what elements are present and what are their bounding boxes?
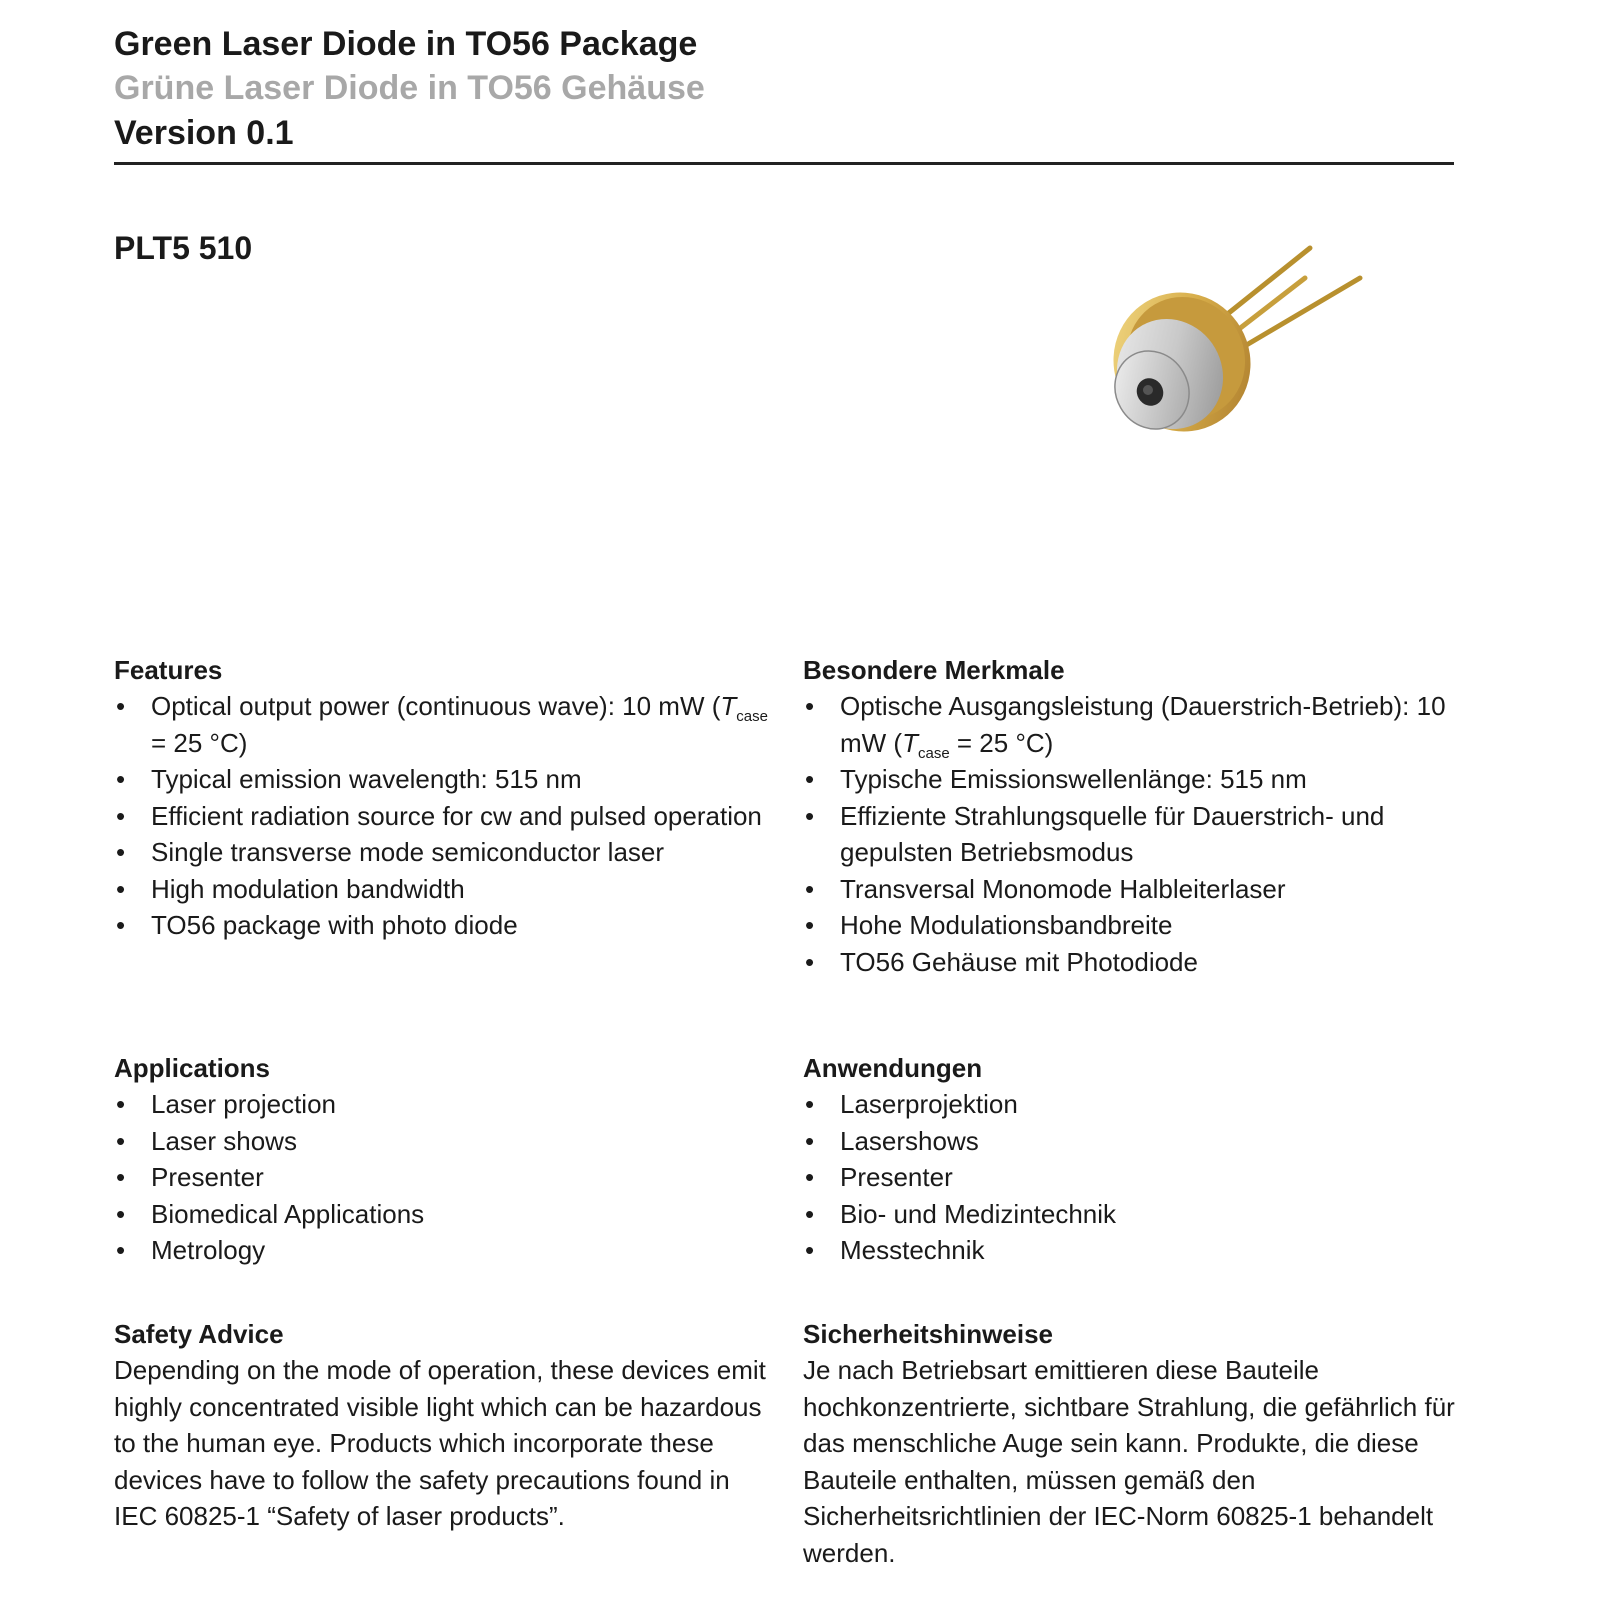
features-list-en (114, 688, 774, 944)
features-section-en (114, 652, 774, 944)
applications-heading-de: Anwendungen (803, 1053, 983, 1083)
applications-list-en (114, 1086, 774, 1269)
list-item: • Laser shows (114, 1123, 774, 1160)
list-item: • Presenter (114, 1159, 774, 1196)
list-item: • Optical output power (continuous wave): 10 mW ($T_{case} = 25$ °C) (114, 688, 774, 761)
list-item: • Typical emission wavelength: 515 nm (114, 761, 774, 798)
list-item: • Lasershows (803, 1123, 1463, 1160)
version-label: Version 0.1 (114, 114, 294, 152)
laser-diode-image (1110, 240, 1410, 460)
list-item: • Transversal Monomode Halbleiterlaser (803, 871, 1463, 908)
features-list-de (803, 688, 1463, 980)
list-item: • TO56 Gehäuse mit Photodiode (803, 944, 1463, 981)
list-item: • Laserprojektion (803, 1086, 1463, 1123)
list-item: • Single transverse mode semiconductor laser (114, 834, 774, 871)
safety-text-en: Depending on the mode of operation, these devices emit highly concentrated visible light which can be hazardous to the human eye. Products which incorporate these devices have to follow the safety precautions found in IEC 60825-1 “Safety of laser products”. (114, 1355, 766, 1531)
features-heading-de: Besondere Merkmale (803, 655, 1065, 685)
list-item: • Presenter (803, 1159, 1463, 1196)
applications-section-en (114, 1050, 774, 1269)
features-heading-en: Features (114, 655, 223, 685)
list-item: • Laser projection (114, 1086, 774, 1123)
list-item: • High modulation bandwidth (114, 871, 774, 908)
list-item: • Metrology (114, 1232, 774, 1269)
safety-section-de (803, 1316, 1463, 1571)
part-number: PLT5 510 (114, 230, 253, 266)
applications-heading-en: Applications (114, 1053, 271, 1083)
list-item: • Hohe Modulationsbandbreite (803, 907, 1463, 944)
list-item: • Optische Ausgangsleistung (Dauerstrich-Betrieb): 10 mW ($T_{case} = 25$ °C) (803, 688, 1463, 761)
title-german: Grüne Laser Diode in TO56 Gehäuse (114, 69, 705, 107)
list-item: • Efficient radiation source for cw and pulsed operation (114, 798, 774, 835)
applications-section-de (803, 1050, 1463, 1269)
document-header (114, 22, 1454, 156)
safety-section-en (114, 1316, 774, 1535)
list-item: • Biomedical Applications (114, 1196, 774, 1233)
safety-text-de: Je nach Betriebsart emittieren diese Bauteile hochkonzentrierte, sichtbare Strahlung, die gefährlich für das menschliche Auge sein kann. Produkte, die diese Bauteile enthalten, müssen gemäß den Sicherheitsrichtlinien der IEC-Norm 60825-1 behandelt werden. (803, 1355, 1455, 1568)
safety-heading-en: Safety Advice (114, 1319, 284, 1349)
header-divider (114, 162, 1454, 165)
safety-heading-de: Sicherheitshinweise (803, 1319, 1053, 1349)
list-item: • Bio- und Medizintechnik (803, 1196, 1463, 1233)
list-item: • Effiziente Strahlungsquelle für Dauerstrich- und gepulsten Betriebsmodus (803, 798, 1463, 871)
title-english: Green Laser Diode in TO56 Package (114, 25, 698, 63)
applications-list-de (803, 1086, 1463, 1269)
list-item: • Messtechnik (803, 1232, 1463, 1269)
list-item: • TO56 package with photo diode (114, 907, 774, 944)
features-section-de (803, 652, 1463, 980)
list-item: • Typische Emissionswellenlänge: 515 nm (803, 761, 1463, 798)
